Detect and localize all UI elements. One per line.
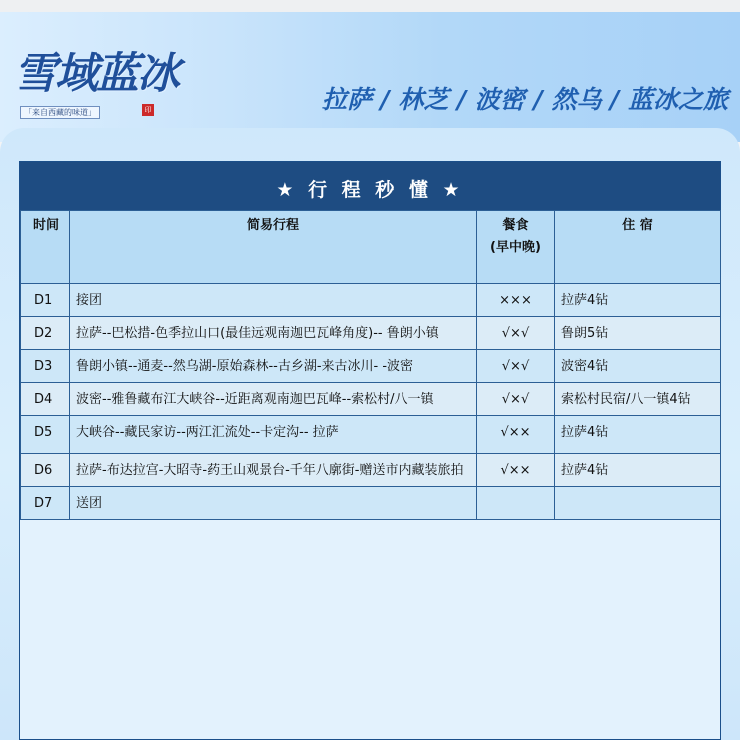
- day-cell: D3: [21, 350, 70, 383]
- route-cell: 波密--雅鲁藏布江大峡谷--近距离观南迦巴瓦峰--索松村/八一镇: [70, 383, 477, 416]
- header-meals-line2: (早中晚): [490, 240, 541, 255]
- table-row: [21, 350, 721, 383]
- route-cell: 鲁朗小镇--通麦--然乌湖-原始森林--古乡湖-来古冰川- -波密: [70, 350, 477, 383]
- table-header-row: [21, 211, 721, 284]
- meals-cell: [477, 487, 555, 520]
- day-cell: D4: [21, 383, 70, 416]
- table-row: [21, 487, 721, 520]
- table-row: [21, 284, 721, 317]
- route-cell: 拉萨-布达拉宫-大昭寺-药王山观景台-千年八廓街-赠送市内藏装旅拍: [70, 454, 477, 487]
- header-lodging: 住 宿: [555, 211, 721, 284]
- table-title: ★ 行 程 秒 懂 ★: [20, 162, 720, 210]
- header-time: 时间: [21, 211, 70, 284]
- meals-cell: √××: [477, 454, 555, 487]
- day-cell: D1: [21, 284, 70, 317]
- hotel-cell: 波密4钻: [555, 350, 721, 383]
- hotel-cell: 鲁朗5钻: [555, 317, 721, 350]
- meals-cell: √×√: [477, 383, 555, 416]
- table-row: [21, 383, 721, 416]
- itinerary-table: [20, 210, 721, 520]
- header-meals: [477, 211, 555, 284]
- logo-title: 雪域蓝冰: [14, 49, 178, 99]
- hotel-cell: 拉萨4钻: [555, 454, 721, 487]
- logo-subtitle: 「来自西藏的味道」: [20, 106, 100, 119]
- hotel-cell: 拉萨4钻: [555, 416, 721, 454]
- hotel-cell: [555, 487, 721, 520]
- route-cell: 大峡谷--藏民家访--两江汇流处--卡定沟-- 拉萨: [70, 416, 477, 454]
- table-row: [21, 454, 721, 487]
- day-cell: D6: [21, 454, 70, 487]
- day-cell: D2: [21, 317, 70, 350]
- logo-seal: 印: [142, 104, 154, 116]
- table-row: [21, 416, 721, 454]
- day-cell: D5: [21, 416, 70, 454]
- brand-logo: [14, 40, 189, 135]
- meals-cell: √××: [477, 416, 555, 454]
- route-tagline: 拉萨 / 林芝 / 波密 / 然乌 / 蓝冰之旅: [321, 85, 728, 114]
- hotel-cell: 索松村民宿/八一镇4钻: [555, 383, 721, 416]
- route-cell: 送团: [70, 487, 477, 520]
- meals-cell: √×√: [477, 317, 555, 350]
- meals-cell: √×√: [477, 350, 555, 383]
- itinerary-table-box: [19, 161, 721, 740]
- table-row: [21, 317, 721, 350]
- meals-cell: ×××: [477, 284, 555, 317]
- header-itinerary: 简易行程: [70, 211, 477, 284]
- hotel-cell: 拉萨4钻: [555, 284, 721, 317]
- route-cell: 接团: [70, 284, 477, 317]
- header-meals-line1: 餐食: [502, 218, 529, 233]
- header-banner: [0, 12, 740, 142]
- route-cell: 拉萨--巴松措-色季拉山口(最佳远观南迦巴瓦峰角度)-- 鲁朗小镇: [70, 317, 477, 350]
- day-cell: D7: [21, 487, 70, 520]
